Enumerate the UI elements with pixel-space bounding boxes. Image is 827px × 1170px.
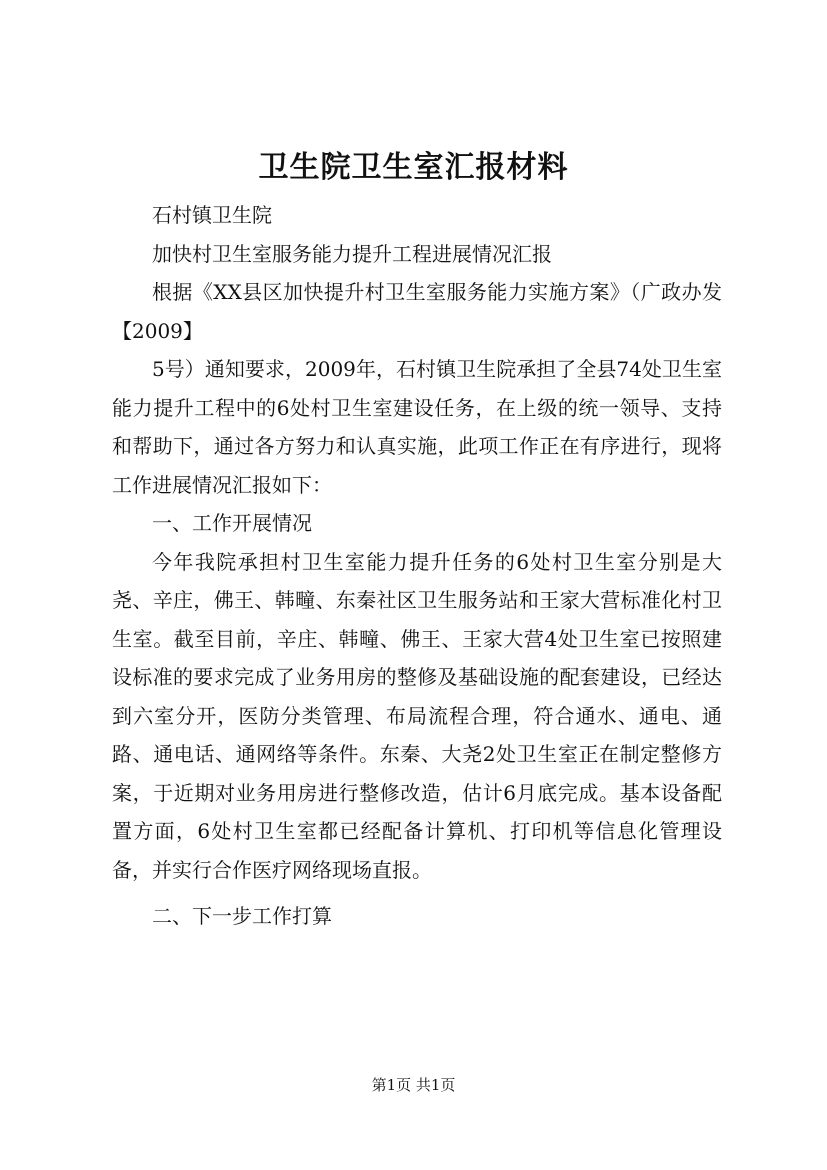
- document-title: 卫生院卫生室汇报材料: [258, 150, 569, 185]
- paragraph-work-progress: 今年我院承担村卫生室能力提升任务的6处村卫生室分别是大尧、辛庄，佛王、韩疃、东秦社区卫生服务站和王家大营标准化村卫生室。截至目前，辛庄、韩疃、佛王、王家大营4处卫生室已按照建设标准的要求完成了业务用房的整修及基础设施的配套建设，已经达到六室分开，医防分类管理、布局流程合理，符合通水、通电、通路、通电话、通网络等条件。东秦、大尧2处卫生室正在制定整修方案，于近期对业务用房进行整修改造，估计6月底完成。基本设备配置方面，6处村卫生室都已经配备计算机、打印机等信息化管理设备，并实行合作医疗网络现场直报。: [112, 549, 722, 882]
- section-heading-work-progress: 一、工作开展情况: [152, 511, 312, 535]
- page-footer: 第1页 共1页: [371, 1076, 456, 1094]
- paragraph-report-subtitle: 加快村卫生室服务能力提升工程进展情况汇报: [152, 241, 552, 266]
- section-heading-next-steps: 二、下一步工作打算: [152, 904, 332, 928]
- document-body: [112, 196, 722, 936]
- paragraph-task-overview: 5号）通知要求，2009年，石村镇卫生院承担了全县74处卫生室能力提升工程中的6处村卫生室建设任务，在上级的统一领导、支持和帮助下，通过各方努力和认真实施，此项工作正在有序进行，现将工作进展情况汇报如下：: [112, 357, 722, 497]
- paragraph-organization: 石村镇卫生院: [152, 203, 272, 227]
- paragraph-basis: 根据《XX县区加快提升村卫生室服务能力实施方案》（广政办发【2009】: [112, 280, 722, 343]
